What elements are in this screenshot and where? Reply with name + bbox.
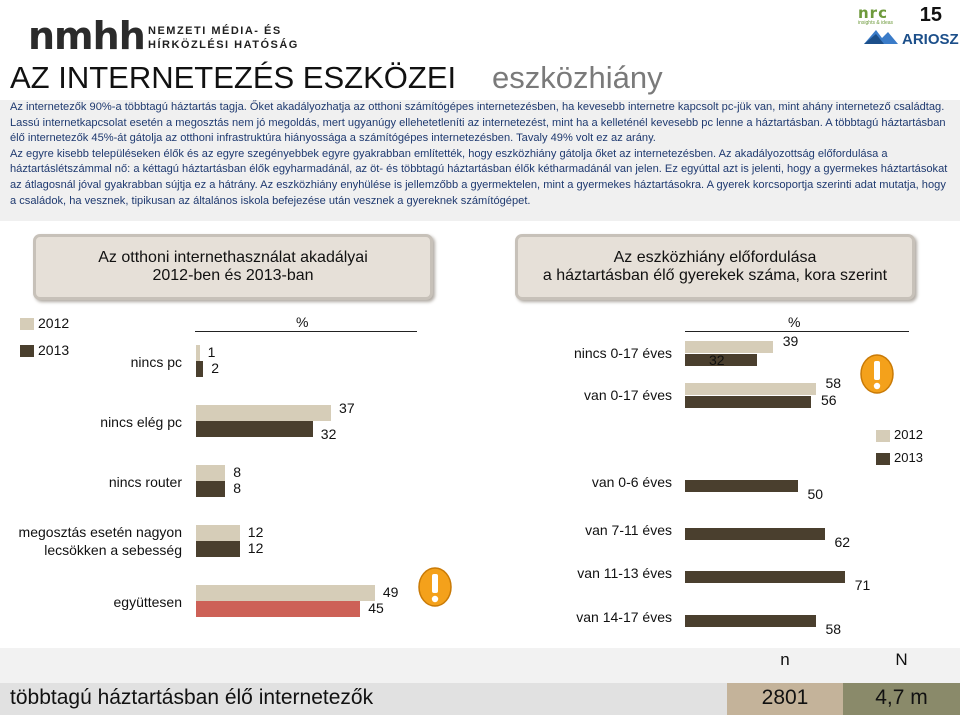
intro-text bbox=[0, 100, 960, 221]
bar-2013 bbox=[196, 541, 240, 557]
nrc-logo: nrc bbox=[858, 4, 888, 22]
value-label-2013: 32 bbox=[709, 352, 725, 368]
right-panel-title-line2: a háztartásban élő gyerekek száma, kora szerint bbox=[542, 267, 888, 284]
footer-n-value: 2801 bbox=[761, 686, 809, 709]
nmhh-logo bbox=[28, 16, 303, 60]
bar-2013 bbox=[685, 528, 825, 540]
intro-paragraph-2: Az egyre kisebb településeken élők és az egyre szegényebbek egyre gyakrabban említették, hogy eszközhiány gátolja őket az internetezésben. Az akadályozottság előfordulása a háztartáslétszámmal nő: a kéttagú háztartásban élők egyharmadánál, az öt- és többtagú háztartásban élők kétharmadánál van jelen. Ez egyúttal azt is jelenti, hogy a gyermekes háztartásokat az átlagosnál jóval gyakrabban sújtja ez a hátrány. Az eszközhiány enyhülése is jellemzőbb a gyermektelen, mint a gyermekes háztartásokra. A gyerek korcsoportja szerinti adat mutatja, hogy a családok, ha vesznek, tipikusan az általános iskola befejezése után vesznek a gyereknek számítógépet. bbox=[10, 147, 948, 207]
org-name bbox=[148, 24, 299, 52]
ariosz-mark-icon bbox=[862, 28, 900, 46]
bar-2012 bbox=[196, 345, 200, 361]
bar-2013 bbox=[685, 615, 816, 627]
ariosz-text: ARIOSZ bbox=[902, 31, 959, 48]
bar-2013 bbox=[685, 571, 845, 583]
category-label: nincs pc bbox=[130, 354, 182, 370]
value-label-2012: 49 bbox=[382, 584, 399, 600]
bar-2013 bbox=[196, 481, 225, 497]
left-panel-title-line1: Az otthoni internethasználat akadályai bbox=[98, 249, 368, 266]
value-label-2012: 58 bbox=[825, 375, 842, 391]
value-label-2012: 1 bbox=[207, 344, 216, 360]
intro-paragraph-1: Az internetezők 90%-a többtagú háztartás tagja. Őket akadályozhatja az otthoni számítógépes internetezésben, ha kevesebb internetre kapcsolt pc-jük van, mint ahány internetező családtag. Lassú internetkapcsolat esetén a megosztás nem jó megoldás, mert ugyanúgy ellehetetleníti az internetezést, mint ha a kelleténél kevesebb pc lenne a háztartásban. A többtagú háztartásban élő internetezők 45%-át gátolja az otthoni infrastruktúra hiányossága a számítógépes internetezésben. Tavaly 49% volt ez az arány. bbox=[10, 101, 946, 145]
legend-label-2013: 2013 bbox=[38, 342, 70, 358]
warning-icon bbox=[418, 567, 452, 607]
value-label-2013: 12 bbox=[247, 540, 264, 556]
right-unit-label: % bbox=[788, 314, 801, 330]
bar-2012 bbox=[196, 525, 240, 541]
footer-label: többtagú háztartásban élő internetezők bbox=[10, 686, 374, 709]
category-label: van 0-17 éves bbox=[584, 387, 672, 403]
value-label-2012: 8 bbox=[233, 464, 241, 480]
value-label-2013: 58 bbox=[825, 621, 842, 637]
right-unit-underline bbox=[685, 331, 909, 332]
value-label-2012: 39 bbox=[782, 333, 799, 349]
right-legend-label-2013: 2013 bbox=[894, 450, 923, 465]
page-title: AZ INTERNETEZÉS ESZKÖZEI bbox=[10, 60, 457, 95]
category-label: megosztás esetén nagyon lecsökken a sebesség bbox=[18, 524, 182, 558]
value-label-2013: 45 bbox=[368, 600, 384, 616]
footer-n-cell bbox=[727, 683, 843, 715]
category-label: van 0-6 éves bbox=[591, 474, 672, 490]
left-bar-chart bbox=[0, 335, 470, 635]
bar-2012 bbox=[196, 585, 375, 601]
bar-2012 bbox=[196, 405, 331, 421]
legend-label-2012: 2012 bbox=[38, 315, 70, 331]
right-panel-title bbox=[515, 234, 915, 300]
page-number: 15 bbox=[919, 4, 942, 26]
value-label-2013: 62 bbox=[834, 534, 851, 550]
category-label: nincs elég pc bbox=[100, 414, 182, 430]
footer-N-header: N bbox=[895, 650, 908, 669]
page-subtitle: eszközhiány bbox=[492, 60, 663, 95]
left-unit-underline bbox=[195, 331, 417, 332]
ariosz-logo bbox=[862, 28, 959, 51]
footer-N-cell bbox=[843, 683, 960, 715]
bar-2012 bbox=[685, 341, 773, 353]
footer-label-cell bbox=[0, 683, 727, 715]
category-label: nincs 0-17 éves bbox=[573, 345, 672, 361]
right-panel-title-line1: Az eszközhiány előfordulása bbox=[613, 249, 817, 266]
bar-2013 bbox=[685, 396, 811, 408]
nmhh-logo-mark: nmhh bbox=[28, 14, 145, 58]
left-panel-title bbox=[33, 234, 433, 300]
footer-N-value: 4,7 m bbox=[875, 686, 928, 709]
value-label-2013: 8 bbox=[233, 480, 241, 496]
value-label-2012: 12 bbox=[247, 524, 264, 540]
warning-icon bbox=[860, 354, 894, 394]
bar-2013 bbox=[196, 601, 360, 617]
category-label: nincs router bbox=[108, 474, 182, 490]
bar-2013 bbox=[196, 361, 203, 377]
category-label: együttesen bbox=[113, 594, 182, 610]
value-label-2013: 32 bbox=[320, 426, 337, 442]
category-label: van 7-11 éves bbox=[585, 522, 672, 538]
bar-2013 bbox=[196, 421, 313, 437]
left-unit-label: % bbox=[296, 314, 309, 330]
bar-2012 bbox=[685, 383, 816, 395]
right-legend-label-2012: 2012 bbox=[894, 427, 923, 442]
value-label-2013: 2 bbox=[211, 360, 220, 376]
legend-swatch-2012 bbox=[20, 318, 34, 330]
left-panel-title-line2: 2012-ben és 2013-ban bbox=[152, 267, 314, 284]
value-label-2012: 37 bbox=[339, 400, 355, 416]
value-label-2013: 50 bbox=[807, 486, 824, 502]
org-name-line1: NEMZETI MÉDIA- ÉS bbox=[148, 25, 282, 37]
nrc-tagline: insights & ideas bbox=[858, 20, 894, 26]
value-label-2013: 71 bbox=[854, 577, 871, 593]
bar-2012 bbox=[196, 465, 225, 481]
category-label: van 11-13 éves bbox=[577, 565, 672, 581]
category-label: van 14-17 éves bbox=[576, 609, 672, 625]
bar-2013 bbox=[685, 480, 798, 492]
value-label-2013: 56 bbox=[821, 392, 837, 408]
footer-n-header: n bbox=[780, 650, 790, 669]
org-name-line2: HÍRKÖZLÉSI HATÓSÁG bbox=[148, 39, 299, 51]
